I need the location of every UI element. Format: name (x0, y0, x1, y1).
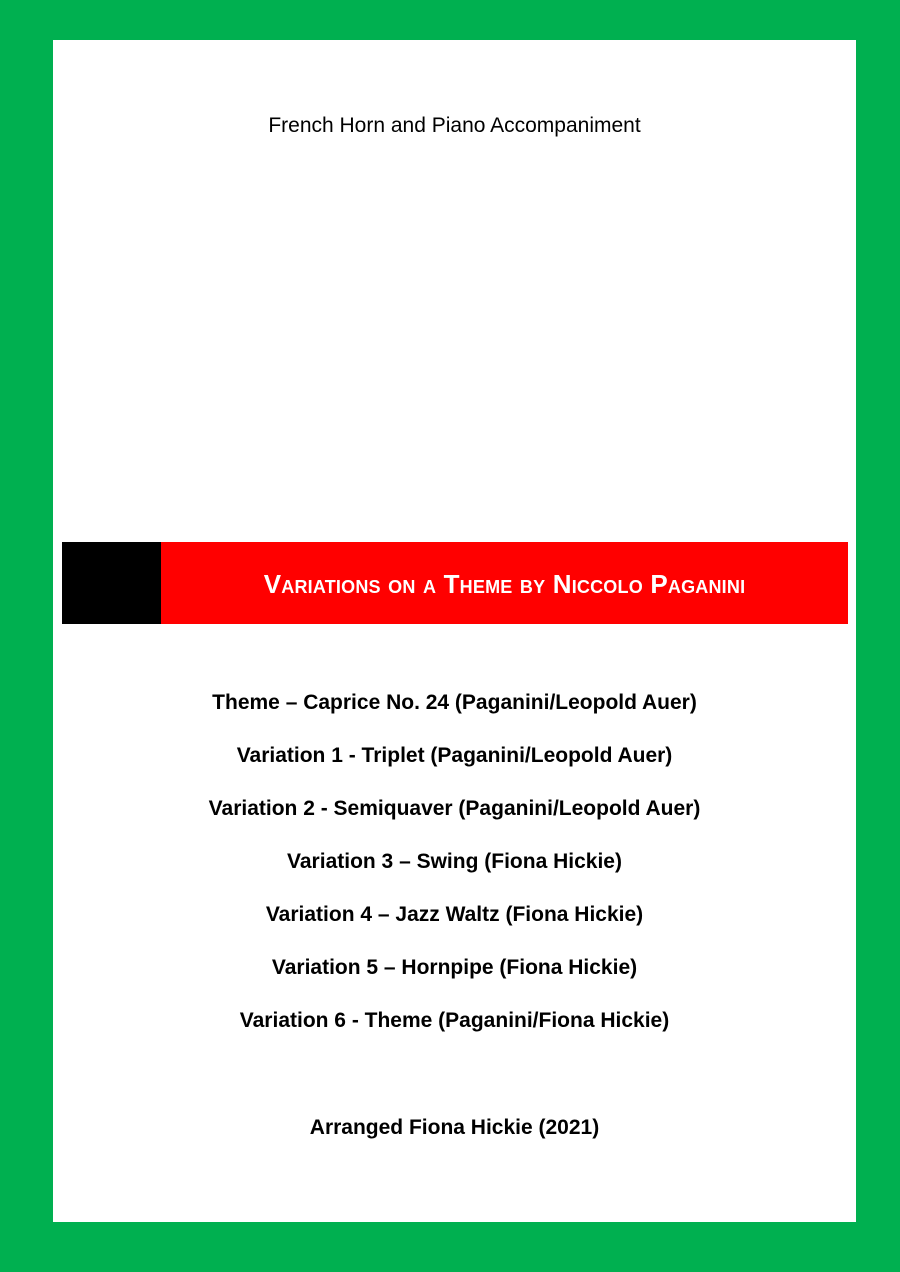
instrumentation-subtitle: French Horn and Piano Accompaniment (268, 114, 641, 137)
movement-item: Variation 4 – Jazz Waltz (Fiona Hickie) (265, 903, 644, 926)
movement-item: Variation 6 - Theme (Paganini/Fiona Hickie) (239, 1009, 670, 1032)
arranger-credit: Arranged Fiona Hickie (2021) (309, 1116, 600, 1139)
movement-item: Variation 2 - Semiquaver (Paganini/Leopold Auer) (208, 797, 701, 820)
title-band-red-block (161, 542, 848, 624)
title-band-black-block (62, 542, 161, 624)
movement-item: Variation 1 - Triplet (Paganini/Leopold Auer) (236, 744, 673, 767)
movement-item: Variation 3 – Swing (Fiona Hickie) (287, 850, 622, 873)
piece-title: Variations on a Theme by Niccolo Paganini (263, 568, 746, 599)
movement-item: Variation 5 – Hornpipe (Fiona Hickie) (271, 956, 638, 979)
movement-list (53, 686, 856, 1057)
cover-page (53, 40, 856, 1222)
movement-item: Theme – Caprice No. 24 (Paganini/Leopold Auer) (212, 691, 697, 714)
title-band (62, 542, 848, 624)
